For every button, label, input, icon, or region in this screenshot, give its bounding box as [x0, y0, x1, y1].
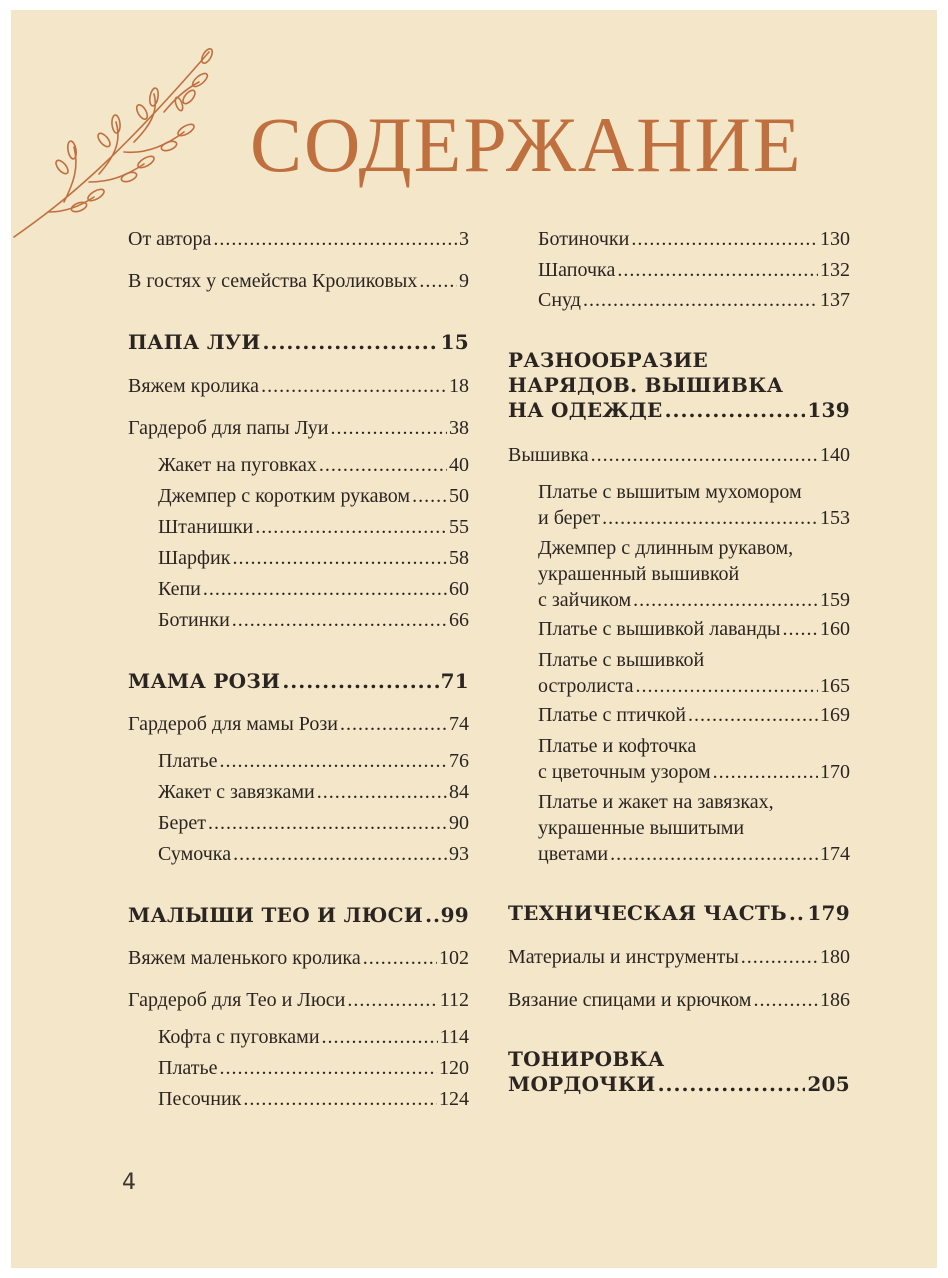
- dot-leader: [232, 545, 447, 571]
- toc-subentry[interactable]: Платье с вышитым мухомором и берет ..... 153: [538, 479, 850, 531]
- toc-subentry[interactable]: Платье с птичкой ..... 169: [538, 702, 850, 728]
- dot-leader: [591, 442, 818, 468]
- dot-leader: [658, 1072, 806, 1097]
- dot-leader: [317, 779, 447, 805]
- page-title: СОДЕРЖАНИЕ: [250, 101, 803, 188]
- toc-subentry[interactable]: Жакет с завязками ..... 84: [158, 779, 469, 805]
- page-number: 4: [122, 1170, 136, 1195]
- toc-subentry[interactable]: Платье с вышивкой остролиста ..... 165: [538, 647, 850, 699]
- toc-subentry[interactable]: Снуд ..... 137: [538, 287, 850, 313]
- dot-leader: [331, 415, 448, 441]
- dot-leader: [602, 505, 818, 531]
- dot-leader: [753, 987, 818, 1013]
- toc-subentry[interactable]: Шапочка ..... 132: [538, 257, 850, 283]
- toc-section-heading[interactable]: МАМА РОЗИ ..... 71: [128, 668, 469, 694]
- toc-section-heading[interactable]: ТОНИРОВКА МОРДОЧКИ ..... 205: [508, 1047, 850, 1097]
- dot-leader: [232, 607, 447, 633]
- dot-leader: [425, 902, 438, 928]
- dot-leader: [282, 668, 438, 694]
- dot-leader: [789, 900, 805, 926]
- dot-leader: [203, 576, 447, 602]
- dot-leader: [263, 329, 439, 355]
- dot-leader: [340, 711, 447, 737]
- dot-leader: [220, 1055, 437, 1081]
- toc-subentry[interactable]: Платье и жакет на завязках, украшенные вышитыми цветами ..... 174: [538, 789, 850, 867]
- toc-entry[interactable]: Вязание спицами и крючком ..... 186: [508, 987, 850, 1013]
- toc-subentry[interactable]: Сумочка ..... 93: [158, 841, 469, 867]
- toc-subentry[interactable]: Платье с вышивкой лаванды ..... 160: [538, 616, 850, 642]
- dot-leader: [665, 398, 806, 423]
- dot-leader: [319, 452, 447, 478]
- toc-entry[interactable]: В гостях у семейства Кроликовых ..... 9: [128, 268, 469, 294]
- leaf-branch-illustration: [4, 42, 219, 242]
- dot-leader: [220, 748, 447, 774]
- dot-leader: [322, 1024, 438, 1050]
- toc-section-heading[interactable]: ПАПА ЛУИ ..... 15: [128, 329, 469, 355]
- toc-entry[interactable]: Вяжем кролика ..... 18: [128, 373, 469, 399]
- dot-leader: [261, 373, 447, 399]
- toc-section-heading[interactable]: ТЕХНИЧЕСКАЯ ЧАСТЬ ..... 179: [508, 900, 850, 926]
- toc-entry[interactable]: Гардероб для папы Луи ..... 38: [128, 415, 469, 441]
- toc-entry[interactable]: От автора ..... 3: [128, 226, 469, 252]
- toc-subentry[interactable]: Кепи ..... 60: [158, 576, 469, 602]
- dot-leader: [347, 987, 437, 1013]
- dot-leader: [713, 759, 818, 785]
- dot-leader: [255, 514, 447, 540]
- toc-entry[interactable]: Гардероб для Тео и Люси ..... 112: [128, 987, 469, 1013]
- dot-leader: [688, 702, 818, 728]
- toc-subentry[interactable]: Жакет на пуговках ..... 40: [158, 452, 469, 478]
- dot-leader: [412, 483, 447, 509]
- dot-leader: [617, 257, 818, 283]
- toc-subentry[interactable]: Платье и кофточка с цветочным узором ..... 170: [538, 733, 850, 785]
- toc-subentry[interactable]: Ботинки ..... 66: [158, 607, 469, 633]
- toc-subentry[interactable]: Джемпер с коротким рукавом ..... 50: [158, 483, 469, 509]
- toc-subentry[interactable]: Штанишки ..... 55: [158, 514, 469, 540]
- dot-leader: [636, 673, 818, 699]
- dot-leader: [583, 287, 818, 313]
- dot-leader: [631, 226, 818, 252]
- dot-leader: [208, 810, 447, 836]
- toc-entry[interactable]: Материалы и инструменты ..... 180: [508, 944, 850, 970]
- dot-leader: [243, 1086, 437, 1112]
- dot-leader: [610, 841, 818, 867]
- toc-section-heading[interactable]: РАЗНООБРАЗИЕ НАРЯДОВ. ВЫШИВКА НА ОДЕЖДЕ ..... 139: [508, 348, 850, 423]
- dot-leader: [233, 841, 447, 867]
- dot-leader: [213, 226, 457, 252]
- toc-subentry[interactable]: Песочник ..... 124: [158, 1086, 469, 1112]
- toc-entry[interactable]: Вышивка ..... 140: [508, 442, 850, 468]
- toc-subentry[interactable]: Платье ..... 120: [158, 1055, 469, 1081]
- toc-subentry[interactable]: Кофта с пуговками ..... 114: [158, 1024, 469, 1050]
- dot-leader: [363, 945, 437, 971]
- dot-leader: [741, 944, 818, 970]
- toc-subentry[interactable]: Ботиночки ..... 130: [538, 226, 850, 252]
- dot-leader: [419, 268, 457, 294]
- toc-subentry[interactable]: Шарфик ..... 58: [158, 545, 469, 571]
- toc-entry[interactable]: Вяжем маленького кролика ..... 102: [128, 945, 469, 971]
- toc-subentry[interactable]: Джемпер с длинным рукавом, украшенный вышивкой с зайчиком ..... 159: [538, 535, 850, 613]
- dot-leader: [782, 616, 818, 642]
- toc-entry[interactable]: Гардероб для мамы Рози ..... 74: [128, 711, 469, 737]
- dot-leader: [633, 587, 818, 613]
- toc-section-heading[interactable]: МАЛЫШИ ТЕО И ЛЮСИ ..... 99: [128, 902, 469, 928]
- toc-subentry[interactable]: Берет ..... 90: [158, 810, 469, 836]
- toc-subentry[interactable]: Платье ..... 76: [158, 748, 469, 774]
